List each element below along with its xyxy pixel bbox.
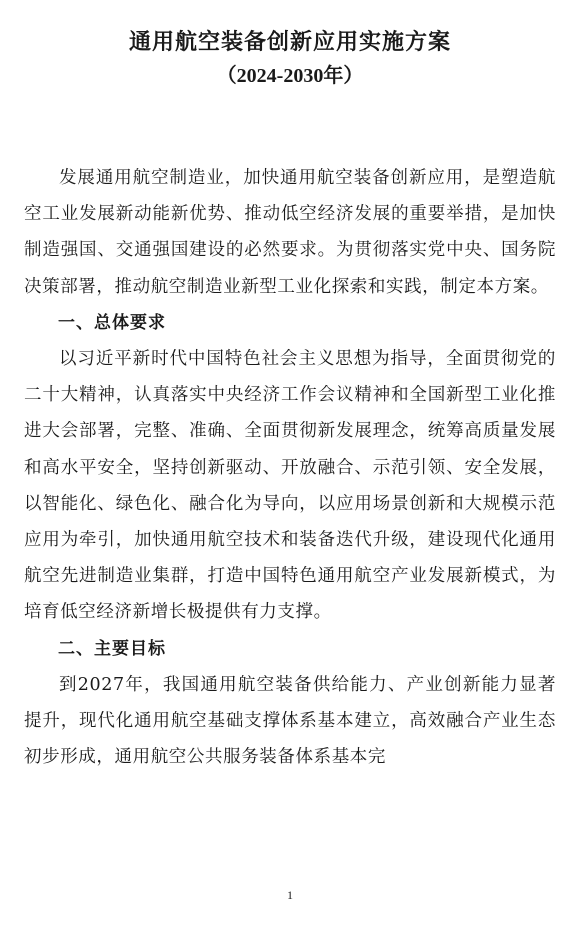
page-number: 1 [287,888,293,902]
intro-paragraph: 发展通用航空制造业，加快通用航空装备创新应用，是塑造航空工业发展新动能新优势、推动低空经济发展的重要举措，是加快制造强国、交通强国建设的必然要求。为贯彻落实党中央、国务院决策部署，推动航空制造业新型工业化探索和实践，制定本方案。 [24,168,556,297]
section-paragraph-general-requirements: 以习近平新时代中国特色社会主义思想为指导，全面贯彻党的二十大精神，认真落实中央经济工作会议精神和全国新型工业化推进大会部署，完整、准确、全面贯彻新发展理念，统筹高质量发展和高水平安全，坚持创新驱动、开放融合、示范引领、安全发展，以智能化、绿色化、融合化为导向，以应用场景创新和大规模示范应用为牵引，加快通用航空技术和装备迭代升级，建设现代化通用航空先进制造业集群，打造中国特色通用航空产业发展新模式，为培育低空经济新增长极提供有力支撑。 [24,349,556,623]
section-heading-main-goals: 二、主要目标 [58,638,166,659]
document-subtitle: （2024-2030年） [216,65,364,87]
section-paragraph-main-goals: 到2027年，我国通用航空装备供给能力、产业创新能力显著提升，现代化通用航空基础支撑体系基本建立，高效融合产业生态初步形成，通用航空公共服务装备体系基本完 [24,674,556,768]
document-body [24,160,556,775]
document-title: 通用航空装备创新应用实施方案 [128,30,451,55]
section-heading-general-requirements: 一、总体要求 [58,312,166,333]
